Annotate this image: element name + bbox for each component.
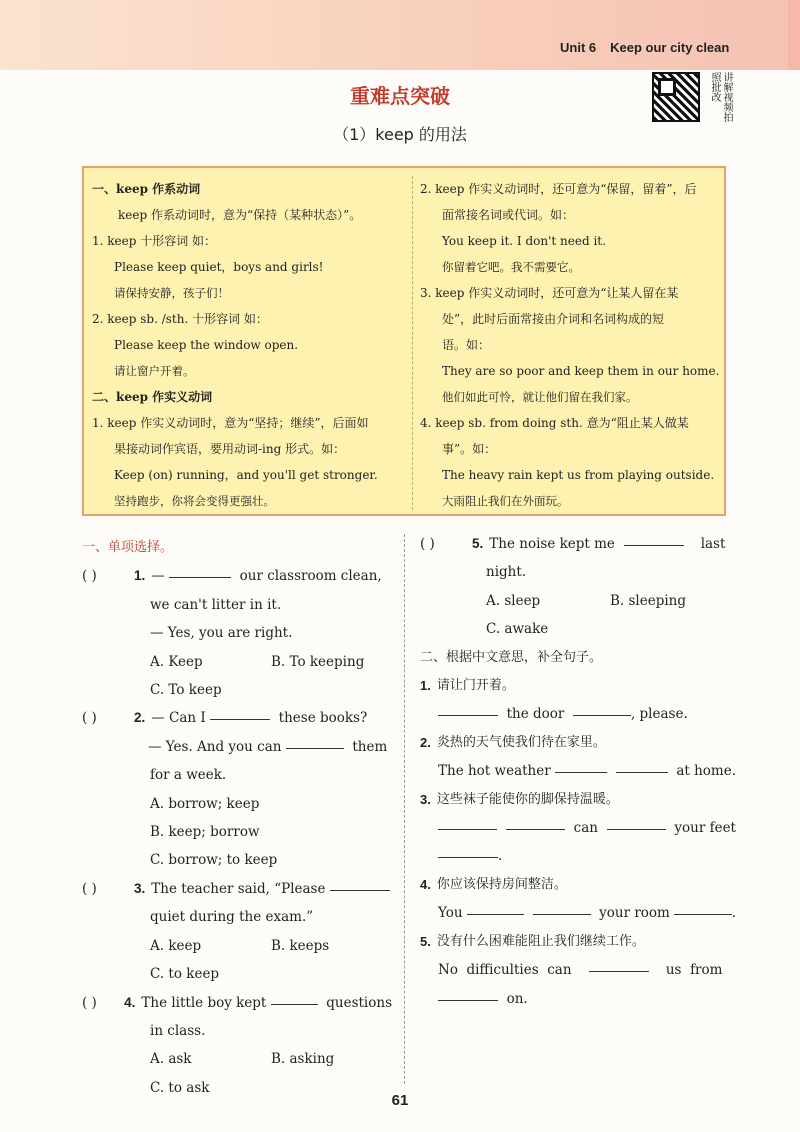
- page-number: 61: [391, 1092, 409, 1109]
- s2-q2-answer: [420, 757, 736, 785]
- q4-blank[interactable]: [271, 989, 318, 1005]
- q3-options-c: [82, 960, 392, 988]
- s2-q3-blank2[interactable]: [506, 814, 565, 830]
- q3-options-ab: [82, 932, 392, 960]
- s2-question-1: [420, 672, 736, 700]
- s2-q3-blank1[interactable]: [438, 814, 497, 830]
- answer-paren[interactable]: ( ): [82, 880, 97, 897]
- s2-q4-blank3[interactable]: [674, 899, 732, 915]
- question-4: [82, 989, 392, 1017]
- q1-line2: we can't litter in it.: [150, 596, 282, 613]
- q2-option-c[interactable]: C. borrow; to keep: [150, 852, 278, 869]
- header-edge-bar: [788, 0, 800, 70]
- grammar-line: 一、keep 作系动词: [92, 182, 201, 196]
- s2-q3-blank4[interactable]: [438, 842, 498, 858]
- q5-blank[interactable]: [624, 530, 684, 546]
- s2-q5-text2: us from: [665, 962, 723, 979]
- q5-text: The noise kept me: [489, 536, 615, 552]
- header-band: [0, 0, 800, 70]
- column-divider: [404, 534, 405, 1084]
- s2-q2-chinese: 炎热的天气使我们待在家里。: [436, 734, 606, 750]
- grammar-line: 4. keep sb. from doing sth. 意为“阻止某人做某: [420, 416, 689, 430]
- s2-q3-blank3[interactable]: [607, 814, 666, 830]
- exercise-left-column: [82, 534, 392, 1102]
- s2-q4-answer: [420, 899, 736, 927]
- option-c[interactable]: C. awake: [486, 621, 549, 638]
- grammar-line: 2. keep 作实义动词时，还可意为“保留，留着”，后: [420, 182, 697, 196]
- option-b[interactable]: B. keeps: [271, 937, 330, 954]
- s2-q3-answer: [420, 814, 736, 842]
- option-b[interactable]: B. asking: [271, 1051, 335, 1068]
- grammar-line: 处”，此时后面常接由介词和名词构成的短: [442, 312, 665, 326]
- q1-line3: — Yes, you are right.: [150, 625, 293, 642]
- option-c[interactable]: C. To keep: [150, 682, 222, 699]
- s2-q4-blank1[interactable]: [467, 899, 525, 915]
- question-1: [82, 562, 392, 590]
- s2-q3-text3: .: [498, 848, 503, 865]
- exercise-right-column: [420, 530, 736, 1013]
- s2-q5-answer-line2: [420, 985, 736, 1013]
- grammar-line: 3. keep 作实义动词时，还可意为“让某人留在某: [420, 286, 679, 300]
- grammar-line: 请保持安静，孩子们！: [114, 286, 229, 300]
- s2-q1-blank1[interactable]: [438, 700, 498, 716]
- s2-q2-text: The hot weather: [438, 763, 551, 780]
- question-number: 5.: [420, 933, 431, 949]
- s2-q3-text2: your feet: [674, 820, 736, 837]
- s2-q4-blank2[interactable]: [533, 899, 591, 915]
- s2-q1-chinese: 请让门开着。: [436, 678, 515, 694]
- grammar-line: 请让窗户开着。: [114, 364, 195, 378]
- grammar-line: keep 作系动词时，意为“保持（某种状态）”。: [118, 208, 362, 222]
- s2-q5-blank2[interactable]: [438, 985, 498, 1001]
- option-b[interactable]: B. To keeping: [271, 653, 365, 670]
- question-number: 5.: [472, 536, 484, 551]
- grammar-line: 2. keep sb. /sth. 十形容词 如：: [92, 312, 268, 326]
- q2-option-a[interactable]: A. borrow; keep: [150, 795, 260, 812]
- question-3: [82, 875, 392, 903]
- q3-text: The teacher said, “Please: [151, 880, 326, 897]
- s2-q1-blank2[interactable]: [573, 700, 631, 716]
- q5-line2: night.: [486, 564, 527, 581]
- q2-text: — Can I: [151, 710, 206, 727]
- grammar-line: You keep it. I don't need it.: [442, 234, 606, 248]
- question-number: 3.: [134, 880, 146, 896]
- grammar-line: 他们如此可怜，就让他们留在我们家。: [442, 390, 638, 404]
- q2-blank2[interactable]: [286, 733, 344, 749]
- s2-q5-text3: on.: [506, 990, 528, 1007]
- question-number: 2.: [420, 734, 431, 750]
- s2-q2-text2: at home.: [676, 763, 736, 780]
- q2-text2: these books?: [278, 710, 368, 727]
- question-2: [82, 704, 392, 732]
- s2-q3-chinese: 这些袜子能使你的脚保持温暖。: [436, 791, 619, 807]
- grammar-line: 二、keep 作实义动词: [92, 390, 213, 404]
- answer-paren[interactable]: ( ): [82, 994, 97, 1011]
- question-5: [420, 530, 736, 558]
- section1-heading: 一、单项选择。: [82, 540, 174, 555]
- s2-q2-blank2[interactable]: [616, 757, 668, 773]
- q5-text2: last: [700, 536, 726, 552]
- grammar-line: 你留着它吧。我不需要它。: [442, 260, 580, 274]
- q4-text2: questions: [326, 994, 392, 1011]
- q1-options-c: [82, 676, 392, 704]
- option-a[interactable]: A. Keep: [150, 653, 203, 670]
- q2-text4: them: [352, 738, 388, 755]
- q5-options-c: [420, 615, 736, 643]
- unit-number: Unit 6: [560, 40, 597, 55]
- grammar-box: [82, 166, 726, 516]
- grammar-divider: [412, 176, 413, 510]
- q4-text: The little boy kept: [141, 994, 267, 1011]
- grammar-line: 坚持跑步，你将会变得更强壮。: [114, 494, 275, 508]
- grammar-left-column: [92, 176, 412, 514]
- grammar-line: 事”。如：: [442, 442, 497, 456]
- section2-heading: 二、根据中文意思，补全句子。: [420, 649, 603, 665]
- q2-line3: for a week.: [150, 767, 227, 784]
- option-a[interactable]: A. sleep: [486, 592, 541, 609]
- grammar-line: 面常接名词或代词。如：: [442, 208, 575, 222]
- s2-q1-text: the door: [506, 706, 565, 723]
- option-b[interactable]: B. sleeping: [610, 592, 687, 609]
- unit-title: Keep our city clean: [610, 40, 730, 55]
- grammar-line: They are so poor and keep them in our home.: [442, 364, 720, 378]
- grammar-right-column: [420, 176, 720, 514]
- s2-question-3: [420, 786, 736, 814]
- s2-q5-chinese: 没有什么困难能阻止我们继续工作。: [436, 933, 645, 949]
- s2-question-2: [420, 729, 736, 757]
- answer-paren[interactable]: ( ): [420, 536, 435, 552]
- q2-blank1[interactable]: [210, 704, 270, 720]
- question-number: 1.: [420, 678, 431, 694]
- q2-text3: — Yes. And you can: [148, 738, 282, 755]
- s2-q4-chinese: 你应该保持房间整洁。: [436, 876, 567, 892]
- q4-line2: in class.: [150, 1022, 206, 1039]
- option-a[interactable]: A. ask: [150, 1051, 192, 1068]
- s2-q4-text: You: [438, 905, 463, 922]
- q2-line2: [82, 733, 392, 761]
- q1-dash: —: [151, 568, 165, 585]
- q4-options-ab: [82, 1045, 392, 1073]
- s2-q4-text2: your room: [599, 905, 670, 922]
- option-c[interactable]: C. to ask: [150, 1079, 210, 1096]
- q5-options-ab: [420, 587, 736, 615]
- s2-q1-text2: , please.: [630, 706, 688, 723]
- grammar-line: Please keep quiet，boys and girls!: [114, 260, 324, 274]
- q3-line2: quiet during the exam.”: [150, 909, 314, 926]
- s2-q1-answer: [420, 700, 736, 728]
- s2-q2-blank1[interactable]: [555, 757, 607, 773]
- s2-q5-answer: [420, 956, 736, 984]
- grammar-line: Please keep the window open.: [114, 338, 299, 352]
- s2-q5-text: No difficulties can: [438, 962, 572, 979]
- question-number: 4.: [124, 994, 136, 1010]
- grammar-line: 语。如：: [442, 338, 491, 352]
- question-number: 4.: [420, 876, 431, 892]
- grammar-line: The heavy rain kept us from playing outside.: [442, 468, 715, 482]
- grammar-line: Keep (on) running，and you'll get stronger.: [114, 468, 378, 482]
- s2-q4-text3: .: [731, 905, 736, 922]
- s2-q3-text: can: [573, 820, 598, 837]
- q2-option-b[interactable]: B. keep; borrow: [150, 824, 260, 841]
- question-number: 1.: [134, 568, 146, 584]
- grammar-line: 果接动词作宾语，要用动词-ing 形式。如：: [114, 442, 346, 456]
- s2-q3-answer-line2: [420, 842, 736, 870]
- s2-question-5: [420, 928, 736, 956]
- option-a[interactable]: A. keep: [150, 937, 202, 954]
- grammar-line: 1. keep 十形容词 如：: [92, 234, 217, 248]
- s2-question-4: [420, 871, 736, 899]
- unit-label: [560, 40, 780, 58]
- q1-blank[interactable]: [169, 562, 231, 578]
- q1-options-ab: [82, 648, 392, 676]
- grammar-line: 大雨阻止我们在外面玩。: [442, 494, 569, 508]
- option-c[interactable]: C. to keep: [150, 966, 220, 983]
- grammar-line: 1. keep 作实义动词时，意为“坚持；继续”，后面如: [92, 416, 369, 430]
- question-number: 2.: [134, 710, 146, 726]
- page-title: 重难点突破: [350, 84, 450, 108]
- page-subtitle: （1）keep 的用法: [333, 125, 467, 144]
- s2-q5-blank1[interactable]: [589, 956, 649, 972]
- q3-blank[interactable]: [330, 875, 390, 891]
- question-number: 3.: [420, 791, 431, 807]
- answer-paren[interactable]: ( ): [82, 710, 97, 727]
- q1-text: our classroom clean,: [239, 568, 382, 585]
- qr-caption: 讲解视频拍照批改: [709, 72, 732, 122]
- answer-paren[interactable]: ( ): [82, 568, 97, 585]
